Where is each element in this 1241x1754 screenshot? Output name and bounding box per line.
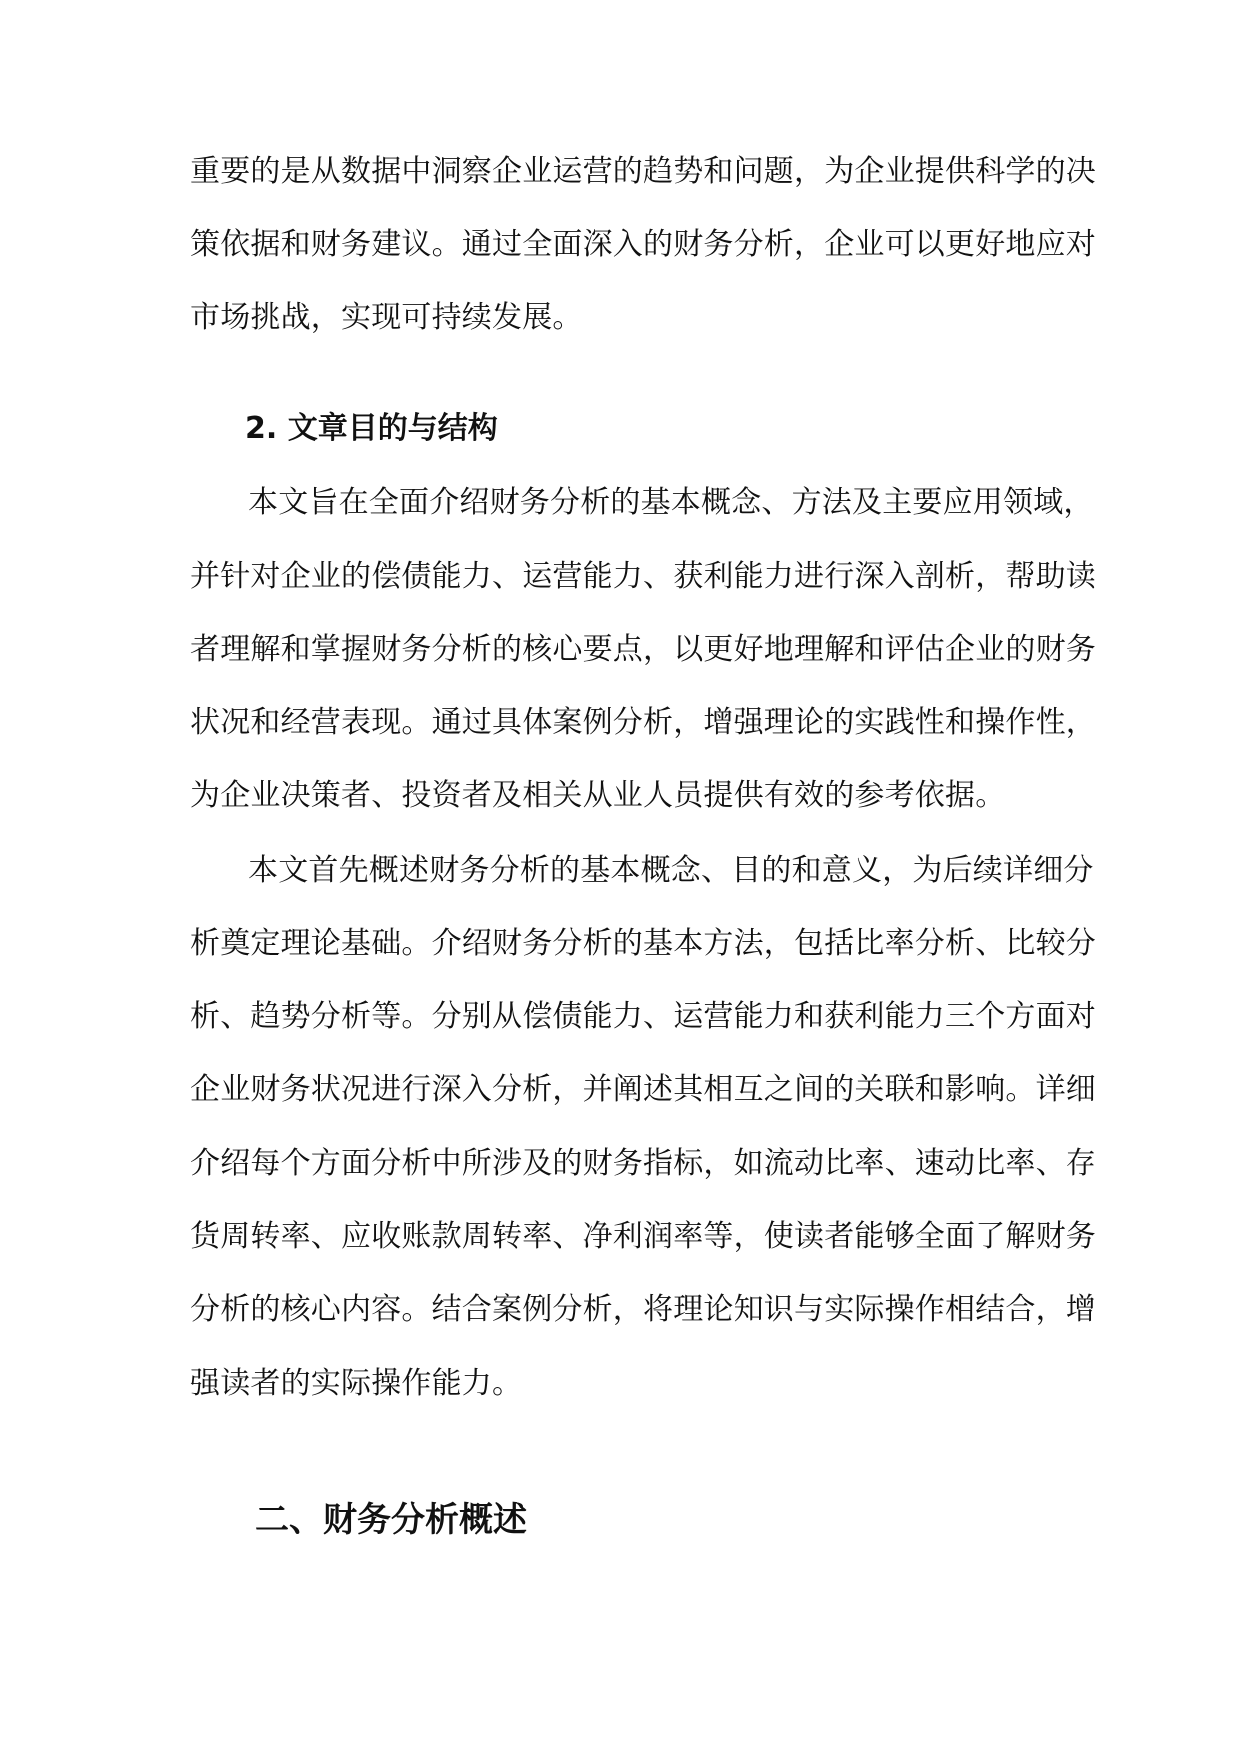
paragraph-2-line-3: 析、趋势分析等。分别从偿债能力、运营能力和获利能力三个方面对	[190, 999, 1096, 1034]
paragraph-1-line-3: 者理解和掌握财务分析的核心要点，以更好地理解和评估企业的财务	[190, 632, 1096, 667]
paragraph-2-line-7: 分析的核心内容。结合案例分析，将理论知识与实际操作相结合，增	[190, 1292, 1096, 1327]
paragraph-1-line-1: 本文旨在全面介绍财务分析的基本概念、方法及主要应用领域，	[248, 485, 1094, 520]
paragraph-2-line-8: 强读者的实际操作能力。	[190, 1366, 523, 1401]
paragraph-2-line-5: 介绍每个方面分析中所涉及的财务指标，如流动比率、速动比率、存	[190, 1146, 1096, 1181]
paragraph-2-line-6: 货周转率、应收账款周转率、净利润率等，使读者能够全面了解财务	[190, 1219, 1096, 1254]
paragraph-2-line-2: 析奠定理论基础。介绍财务分析的基本方法，包括比率分析、比较分	[190, 926, 1096, 961]
paragraph-1-line-5: 为企业决策者、投资者及相关从业人员提供有效的参考依据。	[190, 778, 1006, 813]
section-heading-purpose-structure: 2. 文章目的与结构	[245, 411, 498, 446]
paragraph-1-line-4: 状况和经营表现。通过具体案例分析，增强理论的实践性和操作性，	[190, 705, 1096, 740]
chapter-heading-financial-analysis-overview: 二、财务分析概述	[255, 1500, 527, 1540]
intro-line-3: 市场挑战，实现可持续发展。	[190, 300, 583, 335]
paragraph-1-line-2: 并针对企业的偿债能力、运营能力、获利能力进行深入剖析，帮助读	[190, 559, 1096, 594]
paragraph-2-line-1: 本文首先概述财务分析的基本概念、目的和意义，为后续详细分	[248, 853, 1094, 888]
intro-line-1: 重要的是从数据中洞察企业运营的趋势和问题，为企业提供科学的决	[190, 154, 1096, 189]
intro-line-2: 策依据和财务建议。通过全面深入的财务分析，企业可以更好地应对	[190, 227, 1096, 262]
paragraph-2-line-4: 企业财务状况进行深入分析，并阐述其相互之间的关联和影响。详细	[190, 1072, 1096, 1107]
